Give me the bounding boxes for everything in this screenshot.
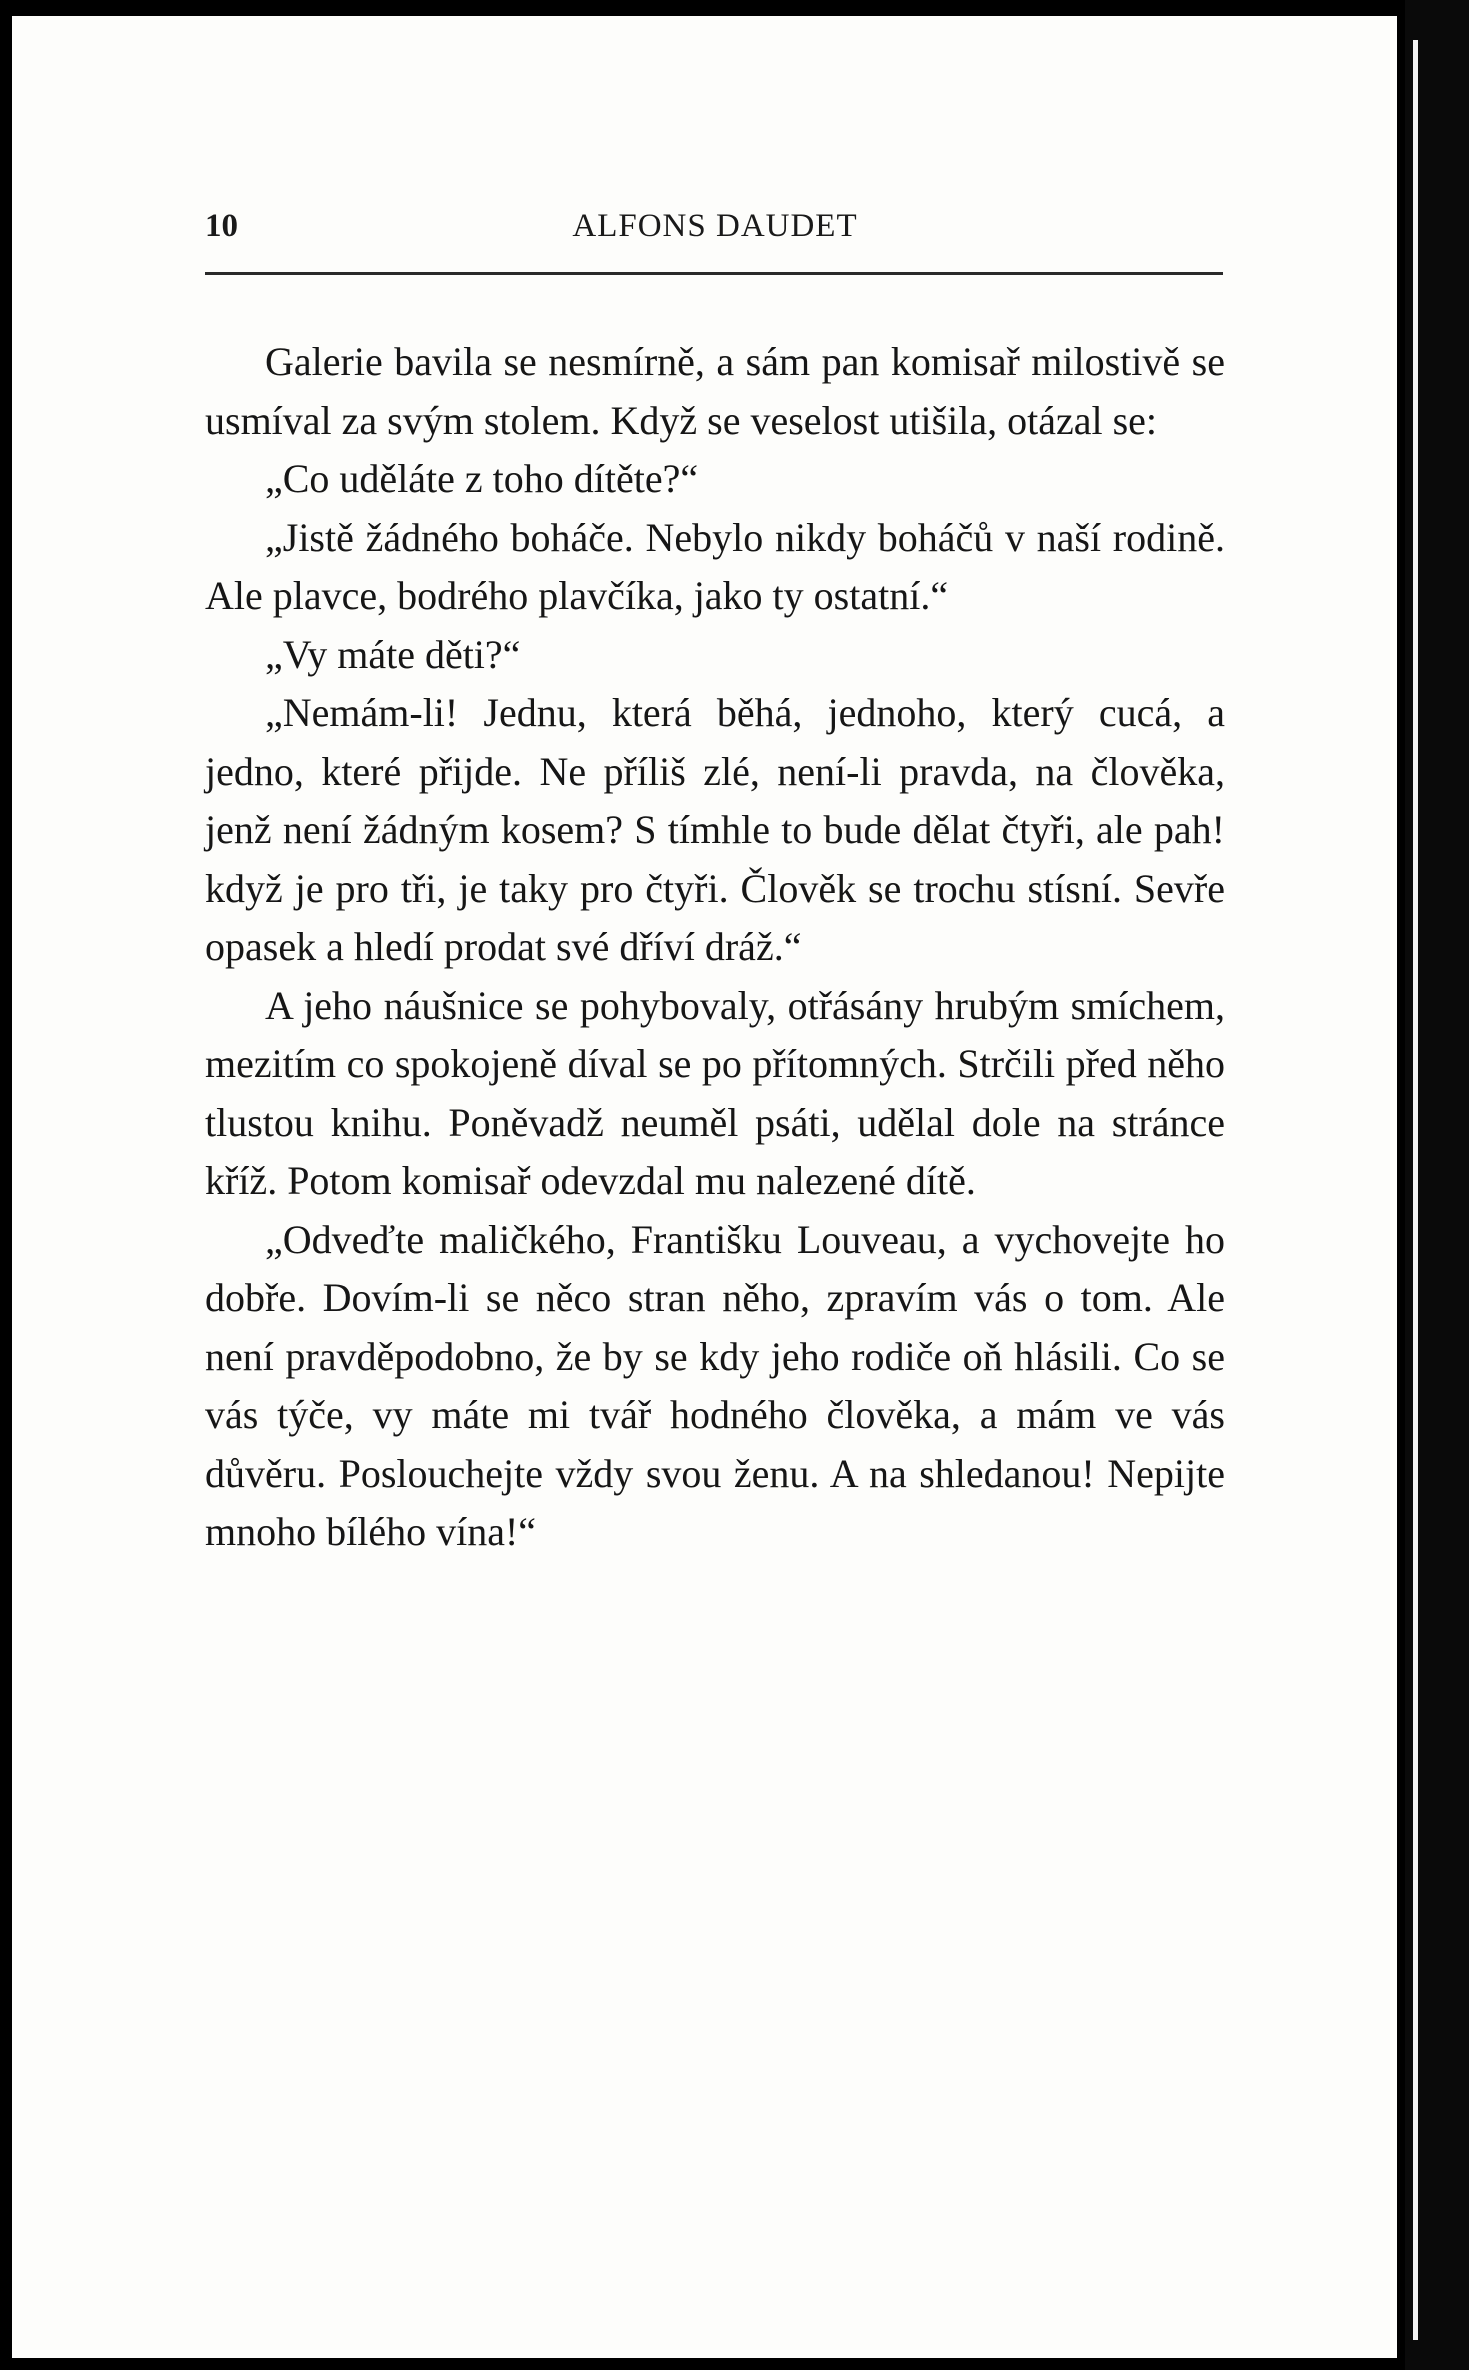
body-text (205, 333, 1225, 1562)
header-rule (205, 272, 1223, 275)
paragraph: „Vy máte děti?“ (265, 631, 521, 677)
page-number: 10 (205, 208, 238, 244)
paragraph: „Odveďte maličkého, Františku Louveau, a vychovejte ho dobře. Dovím-li se něco stran něho, zpravím vás o tom. Ale není pravděpodobno, že by se kdy jeho rodiče oň hlásili. Co se vás týče, vy máte mi tvář hodného člověka, a mám ve vás důvěru. Poslouchejte vždy svou ženu. A na shledanou! Nepijte mnoho bílého vína!“ (205, 1216, 1225, 1554)
page-header (205, 208, 1225, 264)
paragraph: A jeho náušnice se pohybovaly, otřásány hrubým smíchem, mezitím co spokojeně díval se po přítomných. Strčili před něho tlustou knihu. Poněvadž neuměl psáti, udělal dole na stránce kříž. Potom komisař odevzdal mu nalezené dítě. (205, 982, 1225, 1203)
spine-highlight (1413, 40, 1418, 2340)
paragraph: Galerie bavila se nesmírně, a sám pan komisař milostivě se usmíval za svým stolem. Když se veselost utišila, otázal se: (205, 339, 1225, 443)
paragraph: „Jistě žádného boháče. Nebylo nikdy boháčů v naší rodině. Ale plavce, bodrého plavčíka, jako ty ostatní.“ (205, 514, 1225, 618)
running-head-author: ALFONS DAUDET (572, 208, 858, 244)
paragraph: „Co uděláte z toho dítěte?“ (265, 456, 699, 501)
paragraph: „Nemám-li! Jednu, která běhá, jednoho, který cucá, a jedno, které přijde. Ne příliš zlé, není-li pravda, na člověka, jenž není žádným kosem? S tímhle to bude dělat čtyři, ale pah! když je pro tři, je taky pro čtyři. Člověk se trochu stísní. Sevře opasek a hledí prodat své dříví dráž.“ (205, 690, 1225, 969)
